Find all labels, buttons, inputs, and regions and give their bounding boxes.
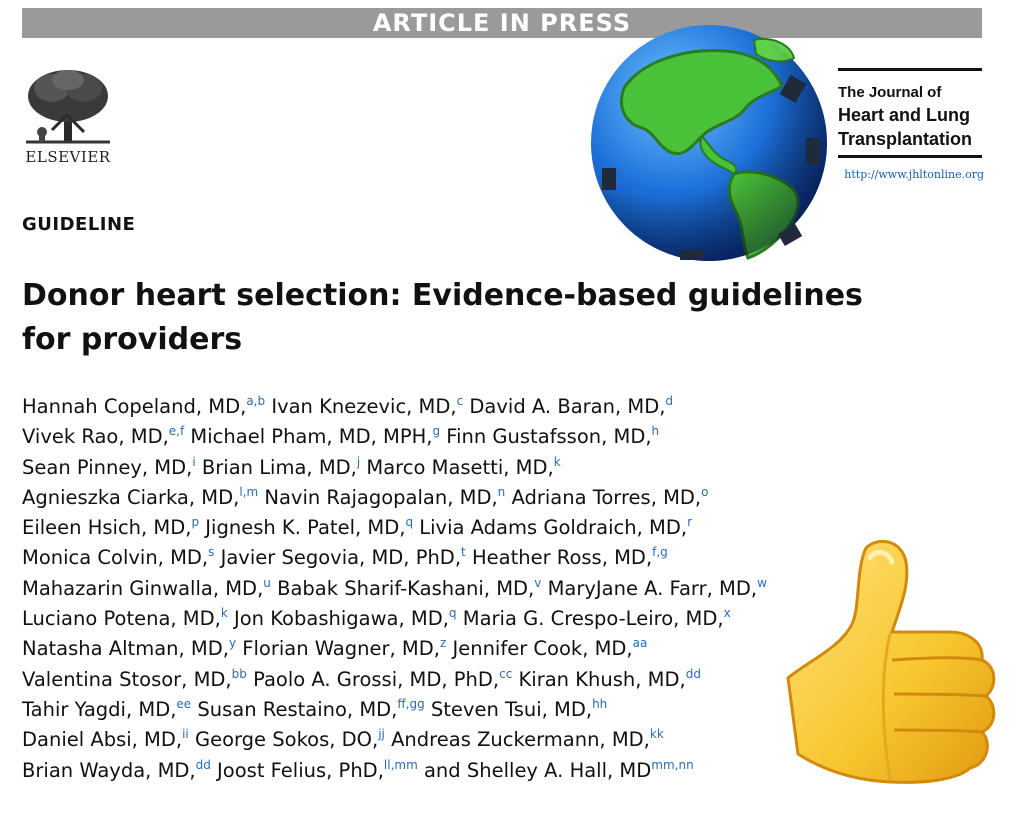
author-name: Monica Colvin, MD, [22, 546, 209, 570]
author-entry [264, 486, 505, 509]
journal-title-line1: The Journal of [838, 84, 942, 101]
author-name: Paolo A. Grossi, MD, PhD, [253, 667, 500, 691]
author-name: MaryJane A. Farr, MD, [547, 576, 758, 600]
author-name: Susan Restaino, MD, [197, 697, 398, 721]
affiliation-marker[interactable]: jj [378, 727, 385, 742]
author-name: Jon Kobashigawa, MD, [234, 607, 449, 631]
author-name: Maria G. Crespo-Leiro, MD, [462, 607, 724, 631]
author-line [22, 725, 862, 755]
author-entry [22, 456, 196, 479]
affiliation-marker[interactable]: ff,gg [397, 696, 425, 711]
author-entry [190, 425, 440, 448]
author-entry [22, 607, 228, 630]
author-name: Tahir Yagdi, MD, [22, 697, 177, 721]
author-line [22, 695, 862, 725]
author-entry [431, 698, 607, 721]
affiliation-marker[interactable]: ee [176, 696, 192, 711]
author-name: Agnieszka Ciarka, MD, [22, 485, 240, 509]
author-entry [391, 728, 664, 751]
affiliation-marker[interactable]: p [191, 515, 200, 530]
author-entry [271, 395, 463, 418]
author-name: Luciano Potena, MD, [22, 607, 221, 631]
author-line [22, 574, 862, 604]
author-name: Natasha Altman, MD, [22, 637, 229, 661]
author-name: Brian Wayda, MD, [22, 758, 196, 782]
affiliation-marker[interactable]: q [405, 515, 414, 530]
author-entry [469, 395, 673, 418]
author-name: Ivan Knezevic, MD, [271, 395, 457, 418]
author-entry [22, 425, 184, 448]
author-entry [452, 637, 647, 660]
author-name: Heather Ross, MD, [471, 546, 653, 570]
author-name: Steven Tsui, MD, [430, 697, 593, 721]
affiliation-marker[interactable]: w [757, 575, 767, 590]
author-entry [472, 546, 668, 569]
author-name: Navin Rajagopalan, MD, [264, 485, 498, 509]
author-entry [22, 698, 191, 721]
affiliation-marker[interactable]: bb [231, 666, 247, 681]
author-entry [22, 637, 236, 660]
affiliation-marker[interactable]: dd [195, 757, 211, 772]
author-name: Florian Wagner, MD, [242, 637, 440, 661]
author-entry [221, 546, 466, 569]
author-name: Sean Pinney, MD, [22, 455, 193, 479]
author-line [22, 422, 862, 452]
author-name: Hannah Copeland, MD, [22, 395, 247, 418]
author-line [22, 392, 862, 422]
affiliation-marker[interactable]: l,m [239, 484, 259, 499]
author-name: Javier Segovia, MD, PhD, [220, 546, 462, 570]
author-entry [22, 668, 247, 691]
author-name: Kiran Khush, MD, [518, 667, 686, 691]
author-line [22, 665, 862, 695]
journal-rule [838, 155, 982, 158]
affiliation-marker[interactable]: r [687, 515, 693, 530]
affiliation-marker[interactable]: s [208, 545, 215, 560]
affiliation-marker[interactable]: u [263, 575, 271, 590]
affiliation-marker[interactable]: k [220, 606, 228, 621]
author-name: Marco Masetti, MD, [366, 455, 554, 479]
author-name: Brian Lima, MD, [201, 455, 357, 479]
affiliation-marker[interactable]: o [701, 484, 709, 499]
affiliation-marker[interactable]: v [534, 575, 542, 590]
affiliation-marker[interactable]: ll,mm [383, 757, 418, 772]
affiliation-marker[interactable]: j [356, 454, 361, 469]
publisher-name: ELSEVIER [25, 148, 111, 166]
author-entry [511, 486, 708, 509]
author-name: Mahazarin Ginwalla, MD, [22, 576, 264, 600]
author-entry [277, 577, 541, 600]
author-name: Daniel Absi, MD, [22, 728, 183, 752]
affiliation-marker[interactable]: cc [499, 666, 513, 681]
author-line [22, 543, 862, 573]
affiliation-marker[interactable]: t [461, 545, 466, 560]
author-name: George Sokos, DO, [194, 728, 379, 752]
affiliation-marker[interactable]: k [553, 454, 561, 469]
affiliation-marker[interactable]: f,g [652, 545, 668, 560]
author-name: Jignesh K. Patel, MD, [205, 516, 406, 540]
article-in-press-banner: ARTICLE IN PRESS [22, 8, 982, 38]
author-name: Livia Adams Goldraich, MD, [419, 516, 688, 540]
author-entry [22, 728, 189, 751]
author-line [22, 513, 862, 543]
journal-title-line3: Transplantation [838, 129, 973, 149]
affiliation-marker[interactable]: ii [182, 727, 189, 742]
globe-icon [584, 18, 834, 268]
author-entry [446, 425, 659, 448]
author-entry [463, 607, 731, 630]
author-name: Valentina Stosor, MD, [22, 667, 232, 691]
author-entry [22, 546, 214, 569]
affiliation-marker[interactable]: z [439, 636, 447, 651]
author-entry [253, 668, 512, 691]
author-entry [424, 759, 694, 782]
author-entry [205, 516, 413, 539]
article-title: Donor heart selection: Evidence-based guidelines for providers [22, 278, 863, 357]
author-name: Eileen Hsich, MD, [22, 516, 192, 540]
author-entry [242, 637, 446, 660]
author-entry [519, 668, 701, 691]
author-name: Adriana Torres, MD, [511, 485, 702, 509]
journal-url-link[interactable]: http://www.jhltonline.org [844, 168, 984, 181]
affiliation-marker[interactable]: e,f [168, 424, 185, 439]
author-name: Andreas Zuckermann, MD, [391, 728, 650, 752]
author-name: David A. Baran, MD, [469, 395, 666, 418]
author-name: Finn Gustafsson, MD, [446, 425, 652, 449]
author-entry [366, 456, 560, 479]
author-entry [22, 577, 271, 600]
author-entry [22, 516, 199, 539]
affiliation-marker[interactable]: aa [632, 636, 648, 651]
author-name: Babak Sharif-Kashani, MD, [277, 576, 535, 600]
author-entry [22, 395, 265, 418]
affiliation-marker[interactable]: q [448, 606, 457, 621]
affiliation-marker[interactable]: d [665, 394, 674, 408]
author-entry [202, 456, 360, 479]
author-line [22, 604, 862, 634]
author-entry [548, 577, 767, 600]
author-line [22, 483, 862, 513]
journal-masthead [838, 68, 982, 181]
author-entry [234, 607, 457, 630]
affiliation-marker[interactable]: y [228, 636, 237, 651]
author-name: Michael Pham, MD, MPH, [190, 425, 433, 449]
affiliation-marker[interactable]: mm,nn [651, 757, 694, 772]
author-entry [195, 728, 385, 751]
author-entry [217, 759, 418, 782]
author-name: Vivek Rao, MD, [22, 425, 169, 449]
affiliation-marker[interactable]: n [497, 484, 506, 499]
affiliation-marker[interactable]: a,b [246, 394, 266, 408]
affiliation-marker[interactable]: h [651, 424, 660, 439]
author-entry [22, 486, 258, 509]
affiliation-marker[interactable]: i [192, 454, 196, 469]
journal-title-line2: Heart and Lung [838, 105, 971, 125]
author-entry [197, 698, 424, 721]
author-line [22, 634, 862, 664]
author-entry [419, 516, 692, 539]
affiliation-marker[interactable]: g [432, 424, 441, 439]
article-type-label: GUIDELINE [22, 214, 136, 235]
author-entry [22, 759, 211, 782]
thumbs-up-icon [770, 528, 1006, 808]
affiliation-marker[interactable]: hh [592, 696, 608, 711]
author-list [22, 392, 862, 786]
affiliation-marker[interactable]: c [456, 394, 464, 408]
author-name: Joost Felius, PhD, [217, 758, 384, 782]
author-line [22, 756, 862, 786]
affiliation-marker[interactable]: kk [649, 727, 664, 742]
author-name: Jennifer Cook, MD, [452, 637, 633, 661]
author-line [22, 453, 862, 483]
affiliation-marker[interactable]: x [723, 606, 731, 621]
author-name: and Shelley A. Hall, MD [423, 758, 652, 782]
affiliation-marker[interactable]: dd [685, 666, 701, 681]
